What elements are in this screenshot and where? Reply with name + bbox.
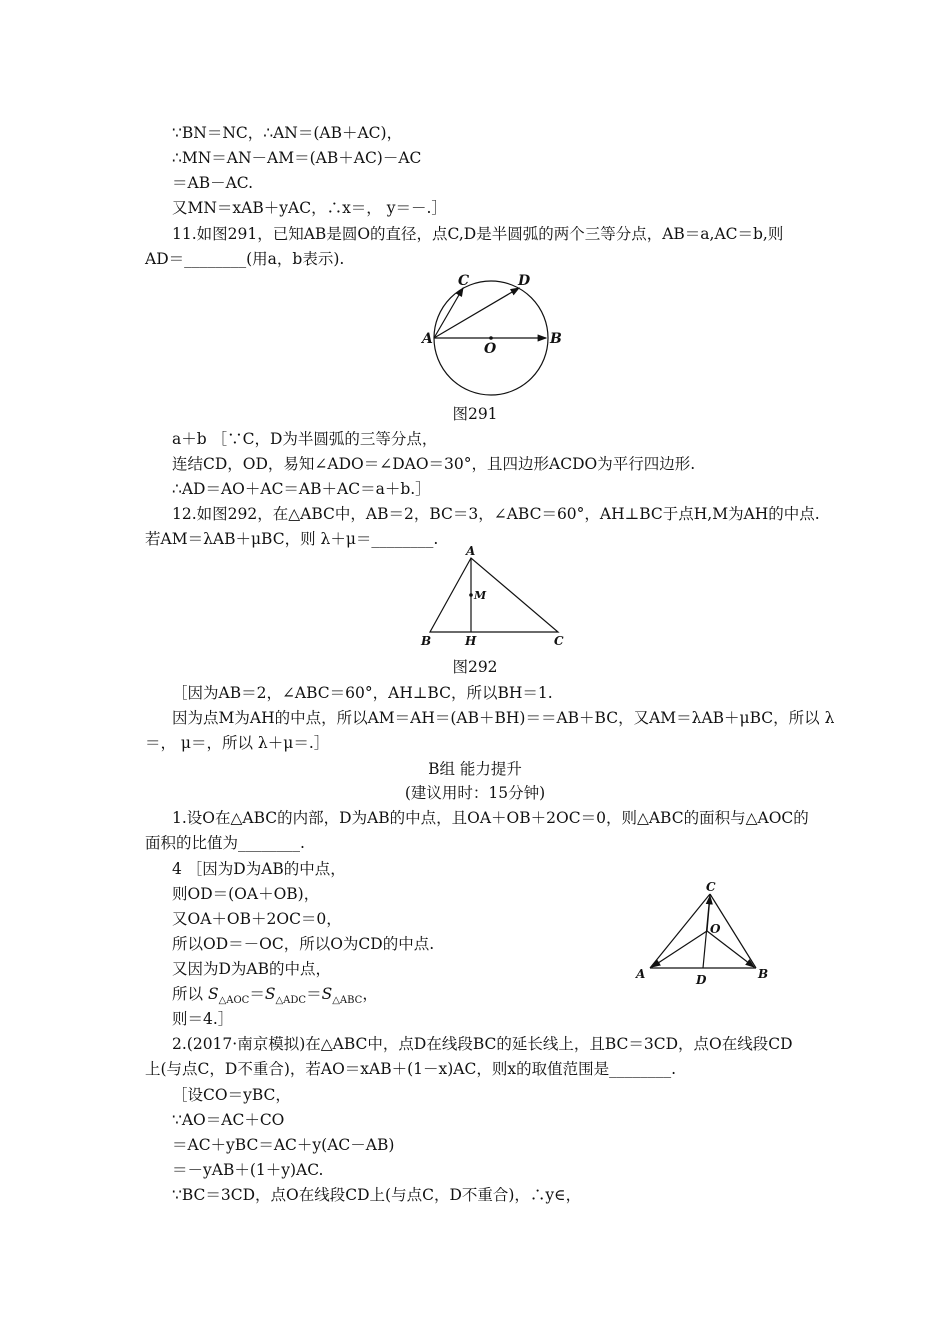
- vector-oa: [652, 931, 707, 967]
- label-c: C: [706, 880, 716, 894]
- problem-b1-statement: 1.设O在△ABC的内部，D为AB的中点，且OA＋OB＋2OC＝0，则△ABC的面积与△AOC的: [172, 809, 809, 827]
- problem-b2-statement-cont: 上(与点C，D不重合)，若AO＝xAB＋(1－x)AC，则x的取值范围是________.: [145, 1060, 677, 1078]
- label-b: B: [550, 331, 562, 347]
- label-c: C: [554, 634, 564, 648]
- text-line: ∴MN＝AN－AM＝(AB＋AC)－AC: [172, 149, 422, 167]
- text-line: ∵AO＝AC＋CO: [172, 1111, 285, 1129]
- label-b: B: [421, 634, 432, 648]
- text-line: 所以OD＝－OC，所以O为CD的中点.: [172, 935, 435, 953]
- label-h: H: [465, 634, 477, 648]
- text-line: 则OD＝(OA＋OB)，: [172, 885, 320, 903]
- problem-11-statement: 11.如图291，已知AB是圆O的直径，点C,D是半圆弧的两个三等分点，AB＝a,AC＝b,则: [172, 225, 784, 243]
- vector-ob: [707, 931, 754, 967]
- text-line: 因为点M为AH的中点，所以AM＝AH＝(AB＋BH)＝＝AB＋BC，又AM＝λAB＋μBC，所以 λ: [172, 709, 835, 727]
- text-line: ∴AD＝AO＋AC＝AB＋AC＝a＋b.］: [172, 480, 431, 498]
- figure-292-triangle-diagram: [418, 544, 568, 648]
- vector-ac: [434, 288, 463, 338]
- text-line: ＝AB－AC.: [172, 174, 254, 192]
- text-line: 连结CD，OD，易知∠ADO＝∠DAO＝30°，且四边形ACDO为平行四边形.: [172, 455, 696, 473]
- label-o: O: [710, 922, 721, 936]
- text-line: ＝， μ＝，所以 λ＋μ＝.］: [145, 734, 330, 752]
- figure-b1-triangle-diagram: [632, 880, 772, 985]
- section-title: B组 能力提升: [428, 760, 522, 778]
- problem-b2-statement: 2.(2017·南京模拟)在△ABC中，点D在线段BC的延长线上，且BC＝3CD，点O在线段CD: [172, 1035, 793, 1053]
- section-time: (建议用时：15分钟): [404, 784, 546, 802]
- center-point-o: [489, 336, 493, 340]
- vector-ad: [434, 288, 519, 338]
- area-equation-line: 所以 $S_{\triangle AOC}=S_{\triangle ADC}=S_{\triangle ABC}$，: [172, 985, 378, 1007]
- text-line: 又MN＝xAB＋yAC，∴x＝， y＝－.］: [172, 199, 447, 217]
- text-line: ［设CO＝yBC，: [172, 1086, 291, 1104]
- label-a: A: [466, 544, 476, 558]
- label-o: O: [484, 341, 497, 357]
- problem-12-statement: 12.如图292，在△ABC中，AB＝2，BC＝3，∠ABC＝60°，AH⊥BC于点H,M为AH的中点.: [172, 505, 820, 523]
- figure-291-caption: 图291: [452, 405, 498, 423]
- text-line: ＝－yAB＋(1＋y)AC.: [172, 1161, 324, 1179]
- text-line: ＝AC＋yBC＝AC＋y(AC－AB): [172, 1136, 395, 1154]
- problem-11-statement-cont: AD＝________(用a，b表示).: [145, 250, 345, 268]
- label-a: A: [422, 331, 433, 347]
- triangle-abc: [430, 558, 558, 632]
- side-ac: [650, 894, 710, 968]
- label-b: B: [758, 967, 769, 981]
- midpoint-m: [469, 593, 473, 597]
- problem-12-statement-cont: 若AM＝λAB＋μBC，则 λ＋μ＝________.: [145, 530, 439, 548]
- text-line: ∵BN＝NC，∴AN＝(AB＋AC)，: [172, 124, 403, 142]
- label-d: D: [518, 273, 531, 289]
- text-line: a＋b ［∵C，D为半圆弧的三等分点，: [172, 430, 438, 448]
- text-line: ［因为AB＝2，∠ABC＝60°，AH⊥BC，所以BH＝1.: [172, 684, 553, 702]
- label-d: D: [696, 973, 707, 987]
- label-a: A: [636, 967, 646, 981]
- problem-b1-statement-cont: 面积的比值为________.: [145, 834, 305, 852]
- label-c: C: [458, 273, 470, 289]
- figure-291-circle-diagram: [420, 268, 570, 398]
- text-line: 4 ［因为D为AB的中点，: [172, 860, 346, 878]
- figure-292-caption: 图292: [452, 658, 498, 676]
- text-line: 则＝4.］: [172, 1010, 234, 1028]
- text-line: 又OA＋OB＋2OC＝0，: [172, 910, 342, 928]
- text-line: ∵BC＝3CD，点O在线段CD上(与点C，D不重合)，∴y∈，: [172, 1186, 582, 1204]
- label-m: M: [474, 589, 487, 602]
- text-line: 又因为D为AB的中点，: [172, 960, 332, 978]
